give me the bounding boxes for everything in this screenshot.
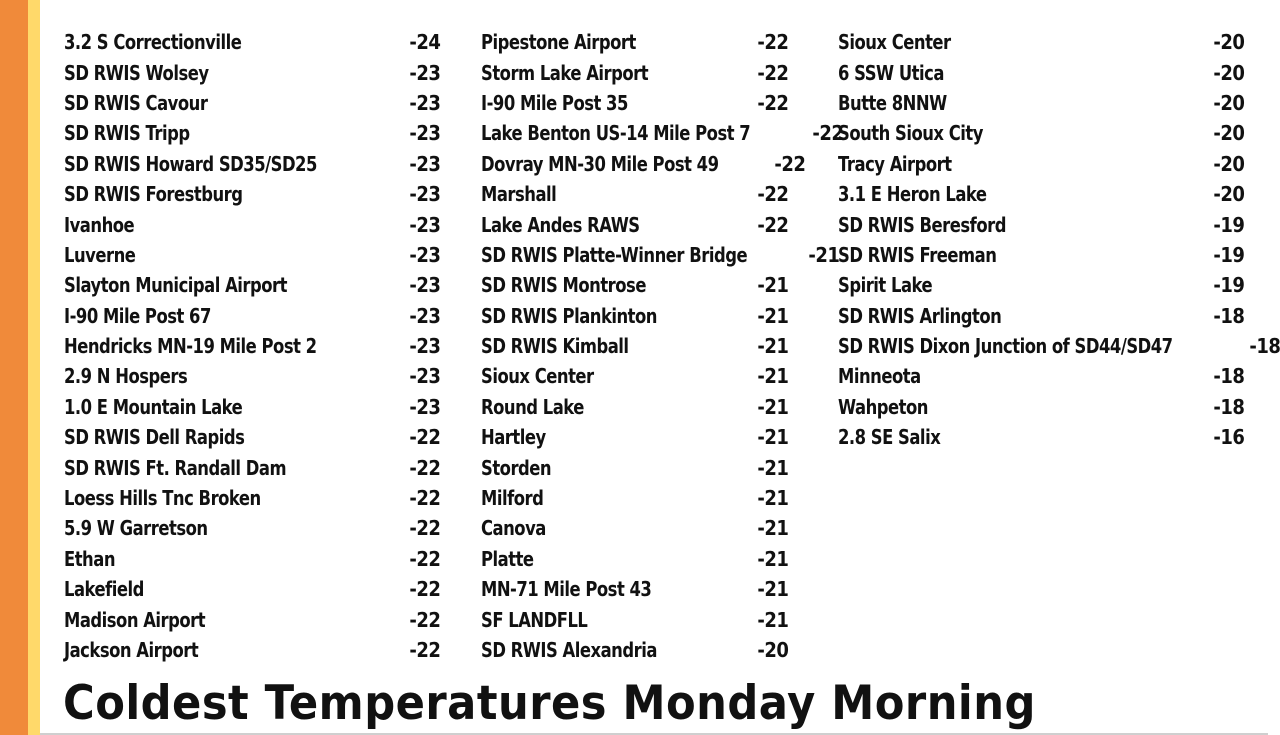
station-temperature: -21 [757,425,788,450]
station-temperature: -21 [757,364,788,389]
station-name: 3.1 E Heron Lake [838,182,987,207]
station-row [481,270,788,300]
station-temperature: -22 [757,30,788,55]
station-temperature: -23 [409,364,440,389]
station-row [838,331,1280,361]
station-name: Lake Benton US-14 Mile Post 7 [481,121,751,146]
station-row [64,422,440,452]
station-row [481,209,788,239]
station-row [64,209,440,239]
station-row [64,604,440,634]
station-row [64,118,440,148]
station-temperature: -22 [409,607,440,632]
station-name: Luverne [64,242,136,267]
station-name: SD RWIS Dell Rapids [64,425,245,450]
orange-accent-bar [0,0,28,735]
station-row [481,422,788,452]
station-name: Loess Hills Tnc Broken [64,486,261,511]
station-row [481,483,788,513]
station-row [481,452,788,482]
station-name: SD RWIS Wolsey [64,60,209,85]
station-row [481,149,806,179]
station-temperature: -22 [409,455,440,480]
station-column-3 [838,27,1280,452]
station-name: SD RWIS Freeman [838,242,997,267]
station-row [838,270,1244,300]
station-row [64,88,440,118]
station-row [481,574,788,604]
station-temperature: -20 [1213,151,1244,176]
station-temperature: -18 [1213,364,1244,389]
station-row [481,301,788,331]
station-temperature: -16 [1213,425,1244,450]
station-row [481,88,788,118]
station-row [838,179,1244,209]
station-name: Jackson Airport [64,638,199,662]
station-temperature: -19 [1213,273,1244,298]
station-temperature: -23 [409,121,440,146]
station-temperature: -18 [1213,394,1244,419]
station-temperature: -23 [409,273,440,298]
station-name: SD RWIS Tripp [64,121,190,146]
station-name: SD RWIS Dixon Junction of SD44/SD47 [838,334,1173,359]
station-name: Slayton Municipal Airport [64,273,287,298]
station-name: Storden [481,455,552,480]
station-temperature: -19 [1213,212,1244,237]
station-temperature: -21 [757,607,788,632]
station-row [64,331,440,361]
station-row [64,270,440,300]
station-row [838,361,1244,391]
station-temperature: -22 [409,638,440,662]
station-name: Storm Lake Airport [481,60,649,85]
station-name: SD RWIS Beresford [838,212,1006,237]
station-row [64,361,440,391]
station-row [481,361,788,391]
station-row [481,27,788,57]
station-row [64,635,440,665]
station-name: 1.0 E Mountain Lake [64,394,243,419]
station-name: Sioux Center [481,364,594,389]
station-temperature: -21 [757,546,788,571]
station-temperature: -20 [1213,30,1244,55]
station-temperature: -22 [757,60,788,85]
station-temperature: -20 [1213,182,1244,207]
station-temperature: -23 [409,242,440,267]
station-name: SD RWIS Montrose [481,273,646,298]
station-temperature: -23 [409,212,440,237]
station-temperature: -22 [409,577,440,602]
station-row [838,301,1244,331]
station-row [838,209,1244,239]
station-name: Butte 8NNW [838,90,947,115]
station-temperature: -19 [1213,242,1244,267]
station-temperature: -21 [757,303,788,328]
station-name: 2.9 N Hospers [64,364,188,389]
station-row [481,513,788,543]
station-row [481,392,788,422]
station-row [838,392,1244,422]
station-name: Hendricks MN-19 Mile Post 2 [64,334,317,359]
station-row [64,57,440,87]
station-name: SD RWIS Arlington [838,303,1002,328]
station-name: Minneota [838,364,921,389]
station-column-1 [64,27,440,665]
station-temperature: -20 [1213,60,1244,85]
station-name: South Sioux City [838,121,983,146]
station-name: I-90 Mile Post 67 [64,303,211,328]
station-temperature: -18 [1249,334,1280,359]
station-row [838,27,1244,57]
station-name: SD RWIS Kimball [481,334,629,359]
station-row [481,57,788,87]
station-row [64,574,440,604]
station-temperature: -23 [409,334,440,359]
station-name: SD RWIS Ft. Randall Dam [64,455,287,480]
station-name: SD RWIS Alexandria [481,638,657,662]
station-name: Canova [481,516,546,541]
station-row [838,149,1244,179]
station-name: Ivanhoe [64,212,135,237]
station-temperature: -22 [409,425,440,450]
station-name: Tracy Airport [838,151,952,176]
station-temperature: -21 [757,394,788,419]
station-temperature: -22 [409,486,440,511]
station-temperature: -22 [757,212,788,237]
station-temperature: -23 [409,90,440,115]
station-name: SF LANDFLL [481,607,588,632]
station-row [481,635,788,665]
station-temperature: -21 [808,242,840,267]
station-row [838,240,1244,270]
station-row [838,57,1244,87]
station-temperature: -21 [757,486,788,511]
station-name: Madison Airport [64,607,206,632]
station-temperature: -21 [757,577,788,602]
station-row [838,422,1244,452]
station-row [481,118,844,148]
station-name: SD RWIS Plankinton [481,303,657,328]
station-temperature: -22 [409,546,440,571]
station-name: 2.8 SE Salix [838,425,941,450]
station-temperature: -22 [757,182,788,207]
station-temperature: -23 [409,394,440,419]
station-name: Wahpeton [838,394,928,419]
station-row [838,88,1244,118]
station-name: Ethan [64,546,116,571]
station-temperature: -20 [757,638,788,662]
station-row [64,301,440,331]
station-temperature: -21 [757,516,788,541]
station-temperature: -20 [1213,121,1244,146]
station-temperature: -21 [757,273,788,298]
station-row [481,604,788,634]
station-name: SD RWIS Platte-Winner Bridge [481,242,748,267]
station-row [64,452,440,482]
station-name: Sioux Center [838,30,951,55]
station-row [481,331,788,361]
station-row [838,118,1244,148]
station-name: Platte [481,546,534,571]
yellow-accent-bar [28,0,40,735]
station-row [481,544,788,574]
station-name: 5.9 W Garretson [64,516,208,541]
station-name: SD RWIS Howard SD35/SD25 [64,151,317,176]
station-name: 3.2 S Correctionville [64,30,242,55]
station-temperature: -24 [409,30,440,55]
station-name: Marshall [481,182,557,207]
station-row [64,392,440,422]
station-name: Pipestone Airport [481,30,636,55]
station-row [64,544,440,574]
station-name: MN-71 Mile Post 43 [481,577,652,602]
station-temperature: -22 [757,90,788,115]
station-temperature: -20 [1213,90,1244,115]
station-name: SD RWIS Cavour [64,90,208,115]
station-temperature: -23 [409,151,440,176]
station-row [64,483,440,513]
station-row [64,179,440,209]
station-temperature: -23 [409,303,440,328]
station-row [481,179,788,209]
station-name: Lakefield [64,577,144,602]
station-name: Hartley [481,425,546,450]
station-column-2 [481,27,844,665]
station-name: 6 SSW Utica [838,60,944,85]
station-name: Lake Andes RAWS [481,212,640,237]
station-row [64,240,440,270]
station-row [64,27,440,57]
station-temperature: -22 [409,516,440,541]
station-row [64,149,440,179]
station-name: Dovray MN-30 Mile Post 49 [481,151,719,176]
station-temperature: -21 [757,455,788,480]
station-temperature: -23 [409,60,440,85]
station-temperature: -22 [774,151,806,176]
station-name: I-90 Mile Post 35 [481,90,628,115]
station-name: SD RWIS Forestburg [64,182,243,207]
station-row [64,513,440,543]
station-row [481,240,840,270]
station-temperature: -21 [757,334,788,359]
station-name: Round Lake [481,394,584,419]
station-name: Milford [481,486,544,511]
station-temperature: -18 [1213,303,1244,328]
station-name: Spirit Lake [838,273,933,298]
station-temperature: -23 [409,182,440,207]
station-temperature: -22 [812,121,844,146]
page-title: Coldest Temperatures Monday Morning [63,676,1036,731]
